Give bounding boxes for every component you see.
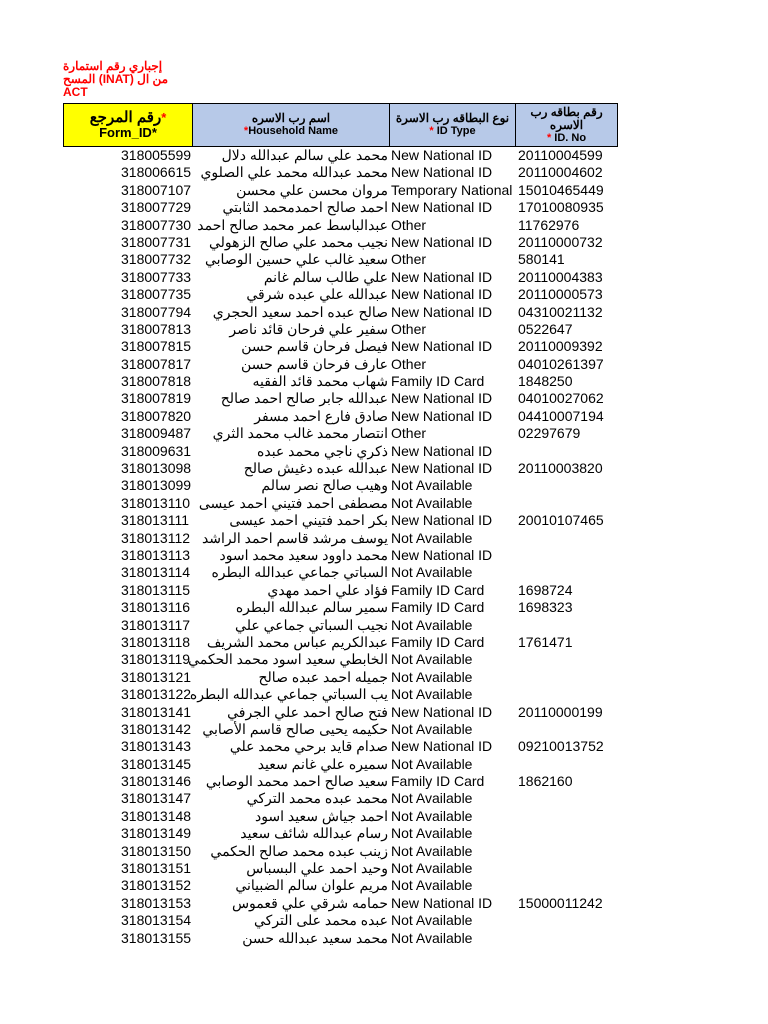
cell-household-name: احمد جياش سعيد اسود [254, 807, 388, 824]
cell-form-id: 318013151 [121, 860, 192, 877]
header-id-english: ID. No [554, 131, 587, 144]
cell-household-name: علي طالب سالم غانم [263, 268, 388, 285]
cell-household-name: ذكري ناجي محمد عبده [257, 442, 388, 459]
cell-id-type: New National ID [391, 303, 493, 320]
header-type-arabic: نوع البطاقه رب الاسرة [395, 111, 510, 125]
header-id-arabic: رقم بطاقه رب الاسره [530, 104, 603, 132]
table-row [0, 356, 768, 373]
cell-id-number: 11762976 [518, 216, 580, 233]
cell-household-name: عارف فرحان قاسم حسن [241, 355, 388, 372]
cell-id-number: 02297679 [518, 425, 581, 442]
cell-id-number: 20110004383 [518, 268, 603, 285]
cell-household-name: سميره علي غانم سعيد [257, 755, 388, 772]
cell-id-type: New National ID [391, 512, 493, 529]
cell-id-type: New National ID [391, 894, 493, 911]
cell-id-type: Family ID Card [391, 599, 485, 616]
cell-form-id: 318005599 [121, 147, 192, 163]
cell-id-number: 15010465449 [518, 181, 604, 198]
cell-id-type: Not Available [391, 616, 473, 633]
table-row [0, 790, 768, 807]
cell-household-name: صالح عبده احمد سعيد الحجري [212, 303, 388, 320]
cell-id-type: Not Available [391, 720, 473, 737]
cell-id-number: 20110000199 [518, 703, 603, 720]
cell-form-id: 318013099 [121, 477, 192, 494]
cell-id-type: Not Available [391, 477, 473, 494]
cell-id-number: 17010080935 [518, 199, 604, 216]
table-row [0, 304, 768, 321]
cell-id-type: Family ID Card [391, 373, 485, 390]
cell-form-id: 318013114 [121, 564, 191, 581]
cell-id-number: 1862160 [518, 773, 573, 790]
cell-form-id: 318013116 [121, 599, 191, 616]
cell-household-name: وهيب صالح نصر سالم [261, 477, 388, 494]
cell-household-name: فتح صالح احمد علي الجرفي [227, 703, 388, 720]
cell-form-id: 318013152 [121, 877, 192, 894]
table-row [0, 564, 768, 581]
table-row [0, 530, 768, 547]
header-id-number [515, 103, 618, 147]
cell-household-name: صدام قايد برحي محمد علي [229, 738, 388, 755]
table-row [0, 512, 768, 529]
table-row [0, 390, 768, 407]
table-row [0, 286, 768, 303]
table-row [0, 843, 768, 860]
cell-household-name: عبدالله علي عبده شرقي [246, 286, 388, 303]
cell-form-id: 318009487 [121, 425, 192, 442]
cell-form-id: 318009631 [121, 442, 192, 459]
cell-id-type: Not Available [391, 651, 473, 668]
cell-id-number: 1698724 [518, 581, 573, 598]
cell-id-type: Not Available [391, 755, 473, 772]
table-row [0, 617, 768, 634]
cell-id-number: 20110004602 [518, 164, 603, 181]
cell-form-id: 318013150 [121, 842, 192, 859]
cell-form-id: 318013098 [121, 460, 192, 477]
cell-id-type: New National ID [391, 233, 493, 250]
table-row [0, 321, 768, 338]
table-row [0, 756, 768, 773]
cell-household-name: احمد صالح احمدمحمد الثابتي [222, 199, 388, 216]
table-row [0, 808, 768, 825]
cell-household-name: انتصار محمد غالب محمد الثري [212, 425, 388, 442]
table-row [0, 930, 768, 947]
header-name-arabic: اسم رب الاسره [251, 111, 331, 125]
cell-id-number: 04010027062 [518, 390, 604, 407]
note-line-1: إجباري رقم استمارة [63, 59, 163, 73]
table-row [0, 877, 768, 894]
cell-id-number: 20010107465 [518, 512, 604, 529]
header-name-english: Household Name [248, 125, 339, 137]
table-row [0, 443, 768, 460]
table-row [0, 634, 768, 651]
table-row [0, 773, 768, 790]
cell-form-id: 318013141 [121, 703, 192, 720]
table-body [0, 147, 768, 947]
cell-form-id: 318007794 [121, 303, 192, 320]
cell-household-name: محمد علي سالم عبدالله دلال [221, 147, 388, 163]
cell-id-type: Not Available [391, 929, 473, 946]
header-form-arabic: رقم المرجع [89, 109, 162, 126]
cell-id-number: 04010261397 [518, 355, 604, 372]
cell-household-name: فؤاد علي احمد مهدي [267, 581, 388, 598]
cell-household-name: الخابطي سعيد اسود محمد الحكمي [188, 651, 388, 668]
cell-id-type: Other [391, 251, 427, 268]
mandatory-note [63, 60, 190, 99]
cell-id-number: 20110000573 [518, 286, 603, 303]
table-header [63, 103, 618, 147]
cell-household-name: رسام عبدالله شائف سعيد [240, 825, 388, 842]
cell-form-id: 318007729 [121, 199, 192, 216]
cell-id-type: Not Available [391, 668, 473, 685]
table-row [0, 721, 768, 738]
cell-form-id: 318013142 [121, 720, 192, 737]
note-line-2: من ال (INAT) المسح [63, 72, 169, 86]
cell-form-id: 318007732 [121, 251, 192, 268]
table-row [0, 825, 768, 842]
cell-household-name: سمير سالم عبدالله البطره [235, 599, 388, 616]
cell-id-type: Not Available [391, 564, 473, 581]
cell-form-id: 318007107 [121, 181, 192, 198]
cell-form-id: 318013147 [121, 790, 192, 807]
cell-id-type: New National ID [391, 164, 493, 181]
cell-form-id: 318013117 [121, 616, 191, 633]
table-row [0, 738, 768, 755]
cell-id-number: 09210013752 [518, 738, 604, 755]
required-asterisk: * [429, 125, 437, 137]
cell-household-name: صادق فارع احمد مسفر [254, 407, 388, 424]
header-type-english: ID Type [436, 125, 476, 137]
cell-household-name: محمد عبده محمد التركي [246, 790, 388, 807]
cell-household-name: سعيد صالح احمد محمد الوصابي [205, 773, 388, 790]
cell-form-id: 318006615 [121, 164, 192, 181]
cell-id-number: 1848250 [518, 373, 573, 390]
cell-id-type: Not Available [391, 790, 473, 807]
cell-form-id: 318013149 [121, 825, 192, 842]
cell-form-id: 318007817 [121, 355, 192, 372]
cell-household-name: حكيمه يحيى صالح قاسم الأصابي [202, 720, 388, 737]
cell-form-id: 318013121 [121, 668, 192, 685]
table-row [0, 669, 768, 686]
cell-form-id: 318007818 [121, 373, 192, 390]
cell-household-name: سفير علي فرحان قائد ناصر [229, 320, 388, 337]
cell-id-type: New National ID [391, 286, 493, 303]
cell-household-name: نجيب محمد علي صالح الزهولي [209, 233, 388, 250]
cell-id-type: Not Available [391, 686, 473, 703]
cell-id-type: New National ID [391, 407, 493, 424]
cell-id-number: 20110003820 [518, 460, 603, 477]
cell-id-number: 1761471 [518, 633, 573, 650]
table-row [0, 912, 768, 929]
required-asterisk: * [546, 131, 555, 144]
cell-household-name: بكر احمد فتيني احمد عيسى [229, 512, 388, 529]
table-row [0, 217, 768, 234]
cell-household-name: محمد عبدالله محمد علي الصلوي [200, 164, 388, 181]
cell-household-name: محمد سعيد عبدالله حسن [242, 929, 388, 946]
header-household-name [192, 103, 390, 147]
cell-household-name: محمد داوود سعيد محمد اسود [219, 546, 388, 563]
cell-household-name: عبدالكريم عباس محمد الشريف [206, 633, 388, 650]
cell-household-name: السباتي جماعي عبدالله البطره [211, 564, 388, 581]
cell-household-name: عبدالله عبده دغيش صالح [243, 460, 388, 477]
cell-household-name: سعيد غالب علي حسين الوصابي [204, 251, 388, 268]
cell-id-type: New National ID [391, 268, 493, 285]
table-row [0, 199, 768, 216]
cell-household-name: زينب عبده محمد صالح الحكمي [210, 842, 388, 859]
table-row [0, 408, 768, 425]
cell-household-name: نجيب السباتي جماعي علي [235, 616, 388, 633]
cell-id-type: Not Available [391, 912, 473, 929]
cell-id-type: Other [391, 425, 427, 442]
cell-household-name: يوسف مرشد قاسم احمد الراشد [201, 529, 388, 546]
cell-id-number: 1698323 [518, 599, 573, 616]
cell-id-type: Not Available [391, 860, 473, 877]
cell-form-id: 318013113 [121, 546, 191, 563]
cell-id-number: 0522647 [518, 320, 573, 337]
table-row [0, 147, 768, 164]
cell-id-type: Other [391, 216, 427, 233]
cell-id-type: Family ID Card [391, 581, 485, 598]
cell-id-type: New National ID [391, 199, 493, 216]
cell-id-number: 20110000732 [518, 233, 603, 250]
cell-id-type: New National ID [391, 703, 493, 720]
cell-form-id: 318007730 [121, 216, 192, 233]
cell-id-number: 04310021132 [518, 303, 603, 320]
cell-form-id: 318007815 [121, 338, 192, 355]
header-form-id [63, 103, 193, 147]
table-row [0, 425, 768, 442]
cell-form-id: 318013146 [121, 773, 192, 790]
cell-id-type: Other [391, 355, 427, 372]
cell-id-type: New National ID [391, 338, 493, 355]
cell-form-id: 318013155 [121, 929, 192, 946]
table-row [0, 251, 768, 268]
cell-id-type: Temporary National [391, 181, 513, 198]
cell-id-type: Other [391, 320, 427, 337]
cell-form-id: 318013153 [121, 894, 192, 911]
header-id-type [389, 103, 516, 147]
cell-form-id: 318013118 [121, 633, 191, 650]
table-row [0, 234, 768, 251]
cell-household-name: مصطفى احمد فتيني احمد عيسى [198, 494, 388, 511]
note-line-3: ACT [63, 85, 88, 99]
header-form-english: Form_ID* [99, 125, 157, 140]
table-row [0, 164, 768, 181]
cell-id-type: Not Available [391, 529, 473, 546]
cell-id-type: Not Available [391, 842, 473, 859]
cell-id-type: New National ID [391, 147, 493, 163]
cell-household-name: عبدالباسط عمر محمد صالح احمد [197, 216, 388, 233]
cell-form-id: 318007733 [121, 268, 192, 285]
cell-id-type: New National ID [391, 442, 493, 459]
cell-id-type: Not Available [391, 807, 473, 824]
cell-form-id: 318013112 [121, 529, 191, 546]
cell-id-number: 20110004599 [518, 147, 603, 163]
table-row [0, 895, 768, 912]
cell-id-type: Family ID Card [391, 633, 485, 650]
cell-household-name: فيصل فرحان قاسم حسن [241, 338, 388, 355]
table-row [0, 460, 768, 477]
cell-form-id: 318007735 [121, 286, 192, 303]
cell-id-type: Family ID Card [391, 773, 485, 790]
table-row [0, 599, 768, 616]
cell-form-id: 318013115 [121, 581, 191, 598]
cell-form-id: 318013143 [121, 738, 192, 755]
cell-household-name: عبدالله جابر صالح احمد صالح [220, 390, 388, 407]
cell-form-id: 318007820 [121, 407, 192, 424]
table-row [0, 704, 768, 721]
cell-form-id: 318013154 [121, 912, 192, 929]
cell-form-id: 318013145 [121, 755, 192, 772]
cell-id-type: Not Available [391, 877, 473, 894]
table-row [0, 686, 768, 703]
cell-id-number: 15000011242 [518, 894, 603, 911]
cell-form-id: 318007731 [121, 233, 192, 250]
table-row [0, 477, 768, 494]
table-row [0, 547, 768, 564]
table-row [0, 582, 768, 599]
required-asterisk: * [243, 125, 249, 137]
cell-household-name: جميله احمد عبده صالح [258, 668, 388, 685]
cell-id-number: 04410007194 [518, 407, 604, 424]
table-row [0, 860, 768, 877]
cell-household-name: وحيد احمد علي البسباس [246, 860, 388, 877]
cell-form-id: 318013111 [121, 512, 189, 529]
cell-form-id: 318013110 [121, 494, 191, 511]
cell-form-id: 318007813 [121, 320, 192, 337]
cell-form-id: 318013122 [121, 686, 192, 703]
table-row [0, 269, 768, 286]
cell-household-name: مريم علوان سالم الضبياني [235, 877, 388, 894]
cell-form-id: 318007819 [121, 390, 192, 407]
table-row [0, 651, 768, 668]
table-row [0, 495, 768, 512]
cell-id-number: 580141 [518, 251, 565, 268]
cell-household-name: مروان محسن علي محسن [236, 181, 388, 198]
table-row [0, 338, 768, 355]
cell-form-id: 318013119 [121, 651, 191, 668]
table-row [0, 182, 768, 199]
required-asterisk: * [161, 110, 167, 125]
cell-household-name: عبده محمد على التركي [253, 912, 388, 929]
table-row [0, 373, 768, 390]
cell-id-type: New National ID [391, 460, 493, 477]
cell-household-name: يب السباتي جماعي عبدالله البطره [189, 686, 388, 703]
cell-household-name: شهاب محمد قائد الفقيه [252, 373, 388, 390]
cell-form-id: 318013148 [121, 807, 192, 824]
cell-id-type: New National ID [391, 738, 493, 755]
cell-id-number: 20110009392 [518, 338, 603, 355]
cell-id-type: Not Available [391, 494, 473, 511]
cell-id-type: Not Available [391, 825, 473, 842]
cell-id-type: New National ID [391, 546, 493, 563]
cell-id-type: New National ID [391, 390, 493, 407]
cell-household-name: حمامه شرقي علي قعموس [231, 894, 388, 911]
